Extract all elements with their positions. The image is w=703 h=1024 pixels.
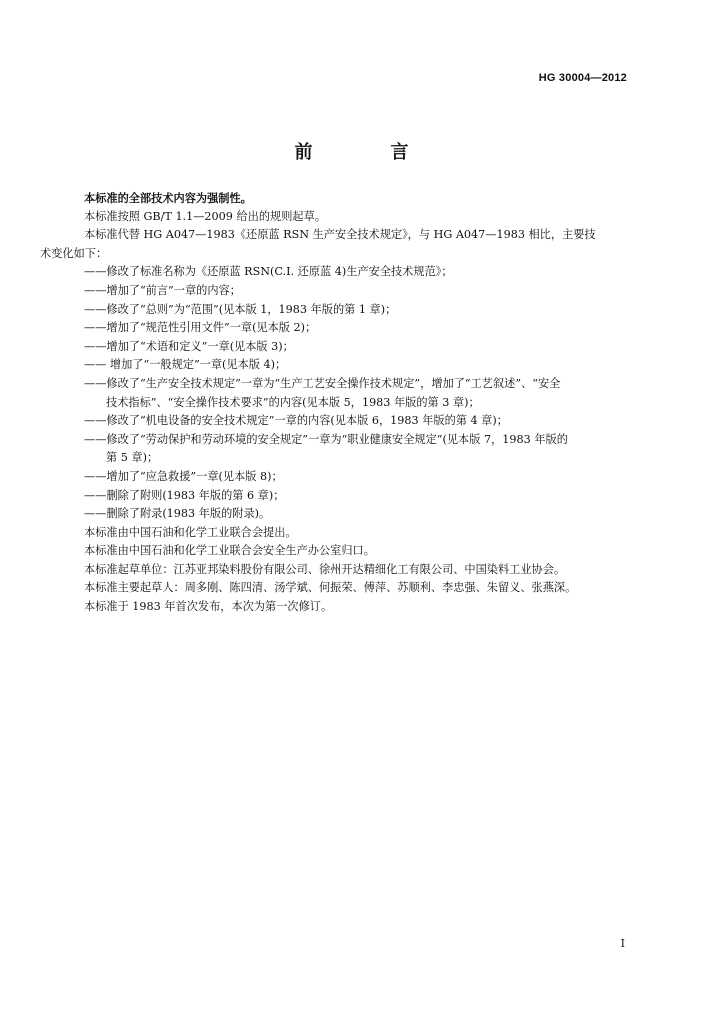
document-code: HG 30004—2012 [538, 72, 627, 84]
page-number: I [620, 937, 625, 950]
paragraph-history: 本标准于 1983 年首次发布，本次为第一次修订。 [84, 600, 333, 614]
foreword-content [40, 189, 640, 617]
page-title: 前 言 [294, 142, 439, 163]
change-item: ——删除了附录(1983 年版的附录)。 [84, 507, 271, 521]
change-item [62, 375, 640, 412]
paragraph-proposer: 本标准由中国石油和化学工业联合会提出。 [84, 525, 297, 539]
change-item: ——增加了“术语和定义”一章(见本版 3)； [84, 339, 294, 353]
change-item-line1: ——修改了“劳动保护和劳动环境的安全规定”一章为“职业健康安全规定”(见本版 7，1983 年版的 [84, 432, 568, 446]
paragraph-drafting-units: 本标准起草单位：江苏亚邦染料股份有限公司、徐州开达精细化工有限公司、中国染料工业协会。 [84, 562, 566, 576]
paragraph-drafting-rules: 本标准按照 GB/T 1.1—2009 给出的规则起草。 [84, 209, 326, 223]
change-item: ——增加了“应急救援”一章(见本版 8)； [84, 469, 283, 483]
change-item-line2: 技术指标”、“安全操作技术要求”的内容(见本版 5，1983 年版的第 3 章)； [106, 395, 480, 409]
change-item: ——删除了附则(1983 年版的第 6 章)； [84, 488, 285, 502]
paragraph-administrator: 本标准由中国石油和化学工业联合会安全生产办公室归口。 [84, 544, 375, 558]
change-item-line2: 第 5 章)； [106, 451, 159, 465]
change-item: ——增加了“规范性引用文件”一章(见本版 2)； [84, 321, 317, 335]
change-item: ——修改了“总则”为“范围”(见本版 1，1983 年版的第 1 章)； [84, 302, 397, 316]
change-item: ——修改了标准名称为《还原蓝 RSN(C.I. 还原蓝 4)生产安全技术规范》； [84, 265, 453, 279]
paragraph-drafters: 本标准主要起草人：周多刚、陈四清、汤学斌、何振荣、傅萍、苏顺利、李忠强、朱留义、张燕深。 [84, 581, 577, 595]
change-item [62, 431, 640, 468]
change-item: ——修改了“机电设备的安全技术规定”一章的内容(见本版 6，1983 年版的第 4 章)； [84, 414, 508, 428]
change-item: —— 增加了“一般规定”一章(见本版 4)； [84, 358, 287, 372]
paragraph-replacement-line2: 术变化如下： [40, 246, 108, 260]
paragraph-mandatory: 本标准的全部技术内容为强制性。 [84, 191, 252, 205]
change-item: ——增加了“前言”一章的内容； [84, 283, 241, 297]
change-item-line1: ——修改了“生产安全技术规定”一章为“生产工艺安全操作技术规定”，增加了“工艺叙述”、“安全 [84, 376, 561, 390]
paragraph-replacement-line1: 本标准代替 HG A047—1983《还原蓝 RSN 生产安全技术规定》，与 HG A047—1983 相比，主要技 [84, 228, 596, 242]
paragraph-replacement [40, 226, 640, 263]
